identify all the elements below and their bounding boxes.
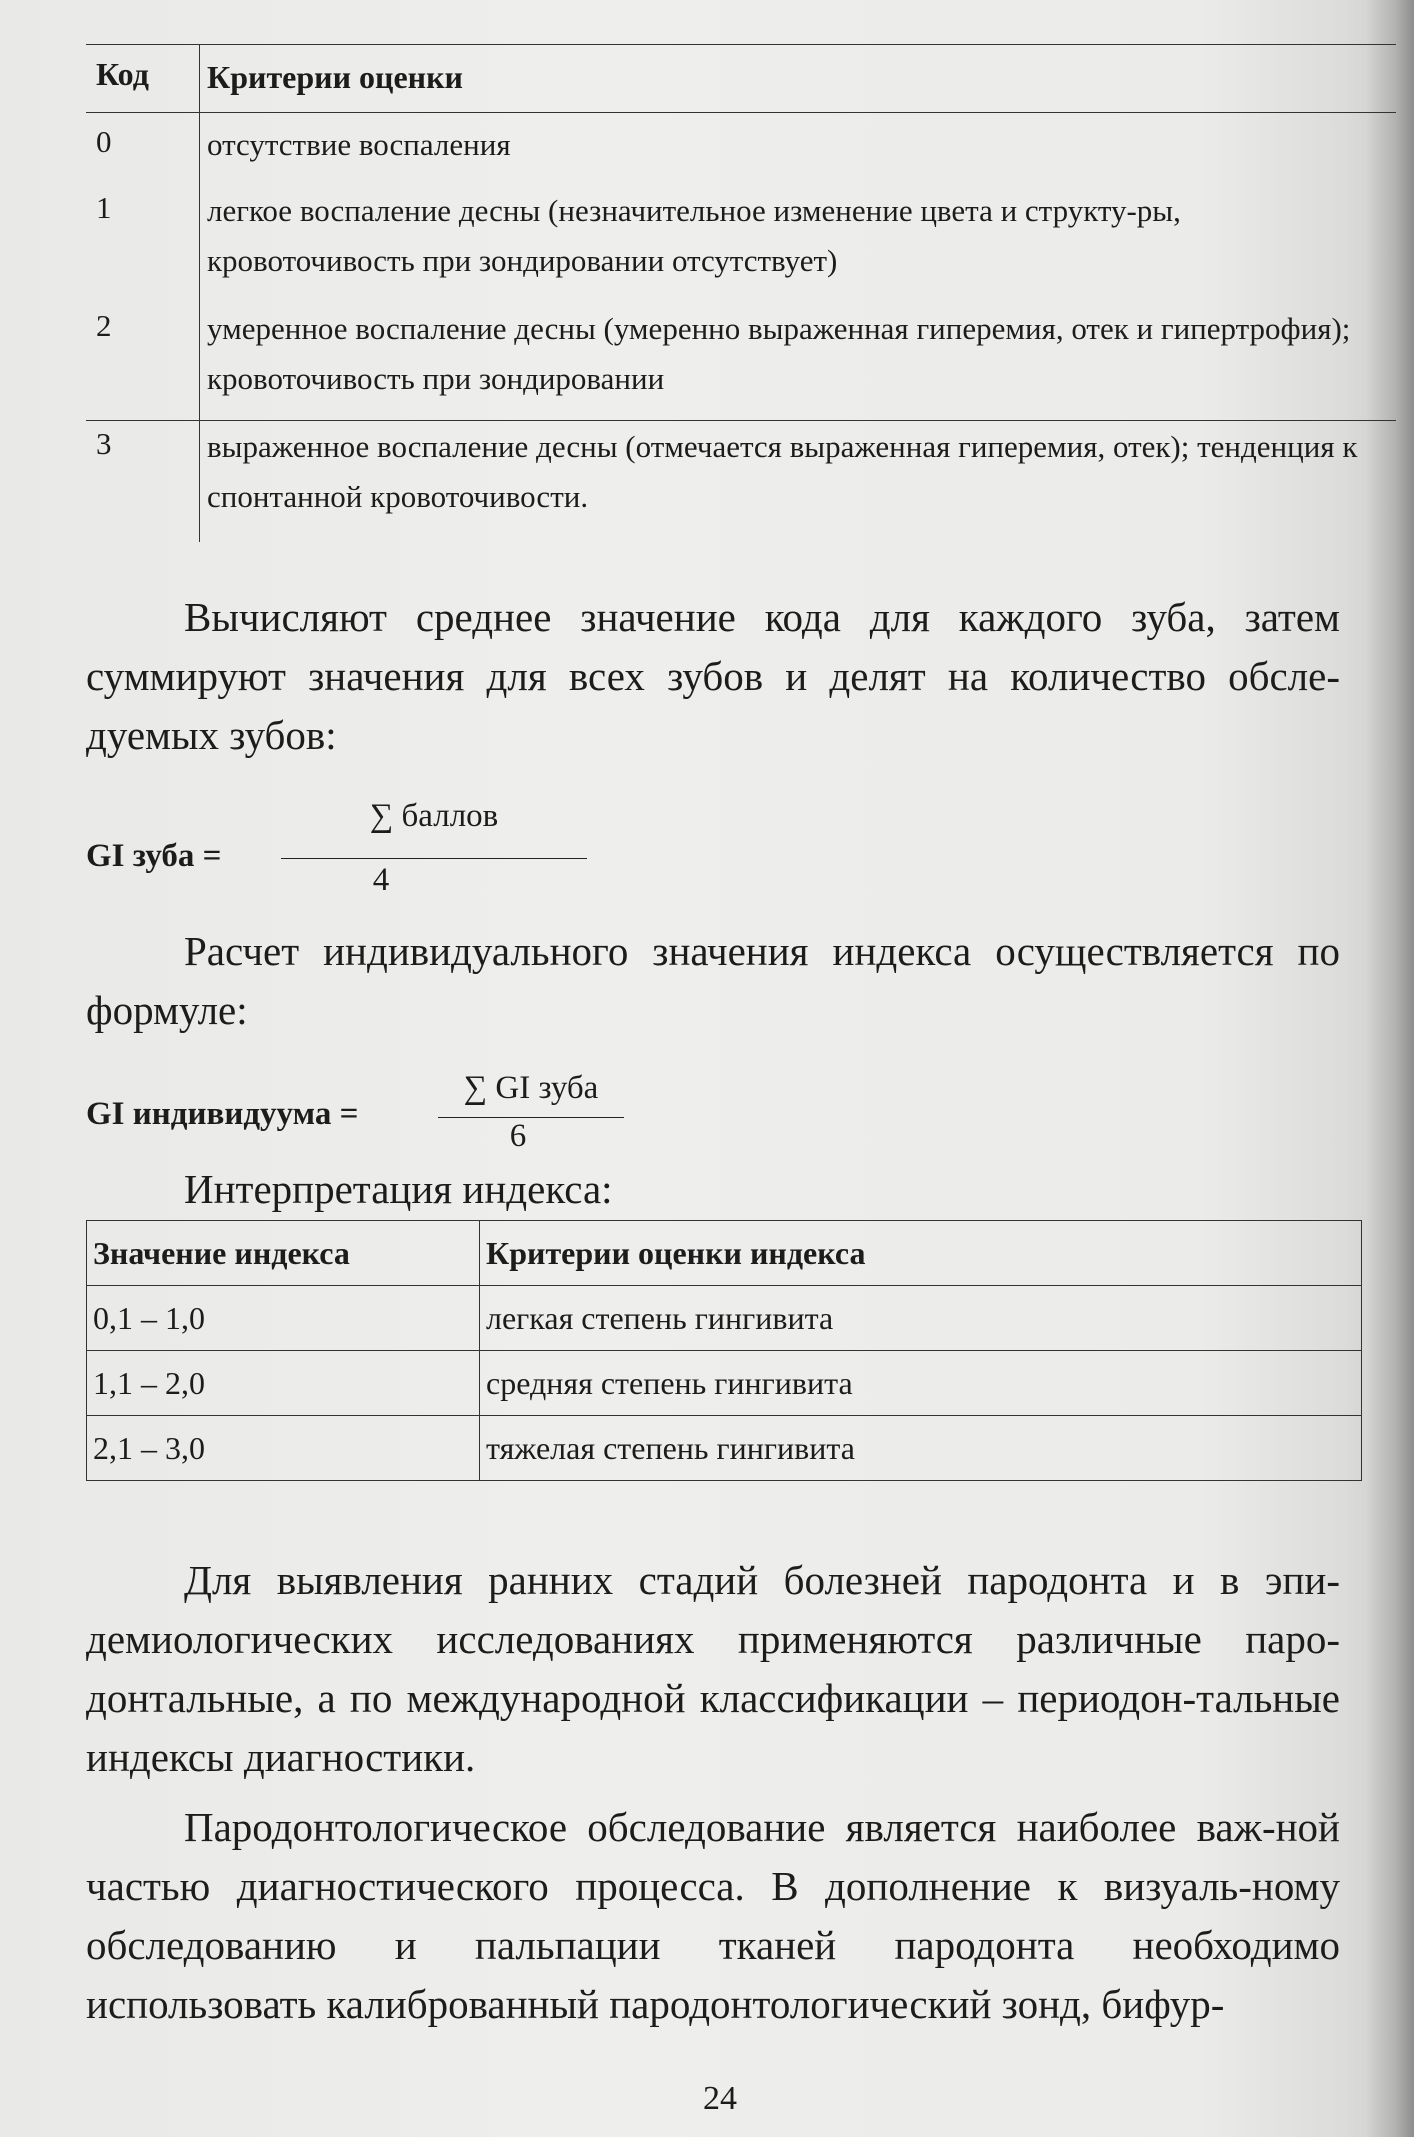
- table-header-criteria: Критерии оценки: [207, 59, 463, 95]
- formula-denominator: 6: [509, 1118, 527, 1154]
- table-header-code: Код: [96, 56, 149, 92]
- table-cell-value: 2,1 – 3,0: [87, 1416, 480, 1481]
- formula-numerator: ∑ баллов: [369, 798, 499, 834]
- paragraph-text: Расчет индивидуального значения индекса осуществляется по формуле:: [86, 928, 1340, 1033]
- table-row: [87, 1286, 1362, 1351]
- paragraph-text: Для выявления ранних стадий болезней пародонта и в эпи-демиологических исследованиях применяются различные паро-донтальные, а по международной классификации – периодон-тальные индексы диагностики.: [86, 1557, 1340, 1780]
- table-row-code: 3: [96, 426, 112, 461]
- criteria-table: [86, 44, 1396, 542]
- table-column-divider: [199, 44, 200, 542]
- table-row-divider: [86, 420, 1396, 421]
- table-row-code: 1: [96, 190, 112, 225]
- formula-numerator: ∑ GI зуба: [463, 1070, 599, 1106]
- table-cell-criteria: средняя степень гингивита: [480, 1351, 1362, 1416]
- paragraph: [86, 1160, 1340, 1219]
- formula-lhs: GI зуба =: [86, 838, 222, 874]
- fraction-bar: [281, 858, 587, 859]
- paragraph-text: Интерпретация индекса:: [184, 1166, 613, 1212]
- formula-lhs: GI индивидуума =: [86, 1096, 359, 1132]
- table-row: [87, 1416, 1362, 1481]
- table-header-divider: [86, 112, 1396, 113]
- table-row-code: 0: [96, 124, 112, 159]
- page-number: 24: [703, 2080, 737, 2117]
- paragraph: [86, 1551, 1340, 1787]
- paragraph: [86, 1798, 1340, 2034]
- table-header-value: Значение индекса: [87, 1221, 480, 1286]
- table-row-criteria: отсутствие воспаления: [207, 127, 511, 162]
- paragraph-text: Вычисляют среднее значение кода для каждого зуба, затем суммируют значения для всех зубов и делят на количество обсле-дуемых зубов:: [86, 594, 1340, 758]
- table-row-criteria: умеренное воспаление десны (умеренно выраженная гиперемия, отек и гипертрофия); кровоточивость при зондировании: [207, 311, 1351, 396]
- table-cell-criteria: тяжелая степень гингивита: [480, 1416, 1362, 1481]
- paragraph: [86, 922, 1340, 1040]
- table-row: [87, 1351, 1362, 1416]
- table-row-code: 2: [96, 308, 112, 343]
- table-row-criteria: выраженное воспаление десны (отмечается выраженная гиперемия, отек); тенденция к спонтанной кровоточивости.: [207, 429, 1358, 514]
- table-top-border: [86, 44, 1396, 45]
- table-header-criteria: Критерии оценки индекса: [480, 1221, 1362, 1286]
- table-cell-value: 1,1 – 2,0: [87, 1351, 480, 1416]
- table-header-row: [87, 1221, 1362, 1286]
- formula-denominator: 4: [372, 862, 390, 898]
- paragraph-text: Пародонтологическое обследование является наиболее важ-ной частью диагностического процесса. В дополнение к визуаль-ному обследованию и пальпации тканей пародонта необходимо использовать калиброванный пародонтологический зонд, бифур-: [86, 1804, 1340, 2027]
- paragraph: [86, 588, 1340, 765]
- table-cell-value: 0,1 – 1,0: [87, 1286, 480, 1351]
- table-row-criteria: легкое воспаление десны (незначительное изменение цвета и структу-ры, кровоточивость при зондировании отсутствует): [207, 193, 1181, 278]
- interpretation-table: [86, 1220, 1362, 1481]
- table-cell-criteria: легкая степень гингивита: [480, 1286, 1362, 1351]
